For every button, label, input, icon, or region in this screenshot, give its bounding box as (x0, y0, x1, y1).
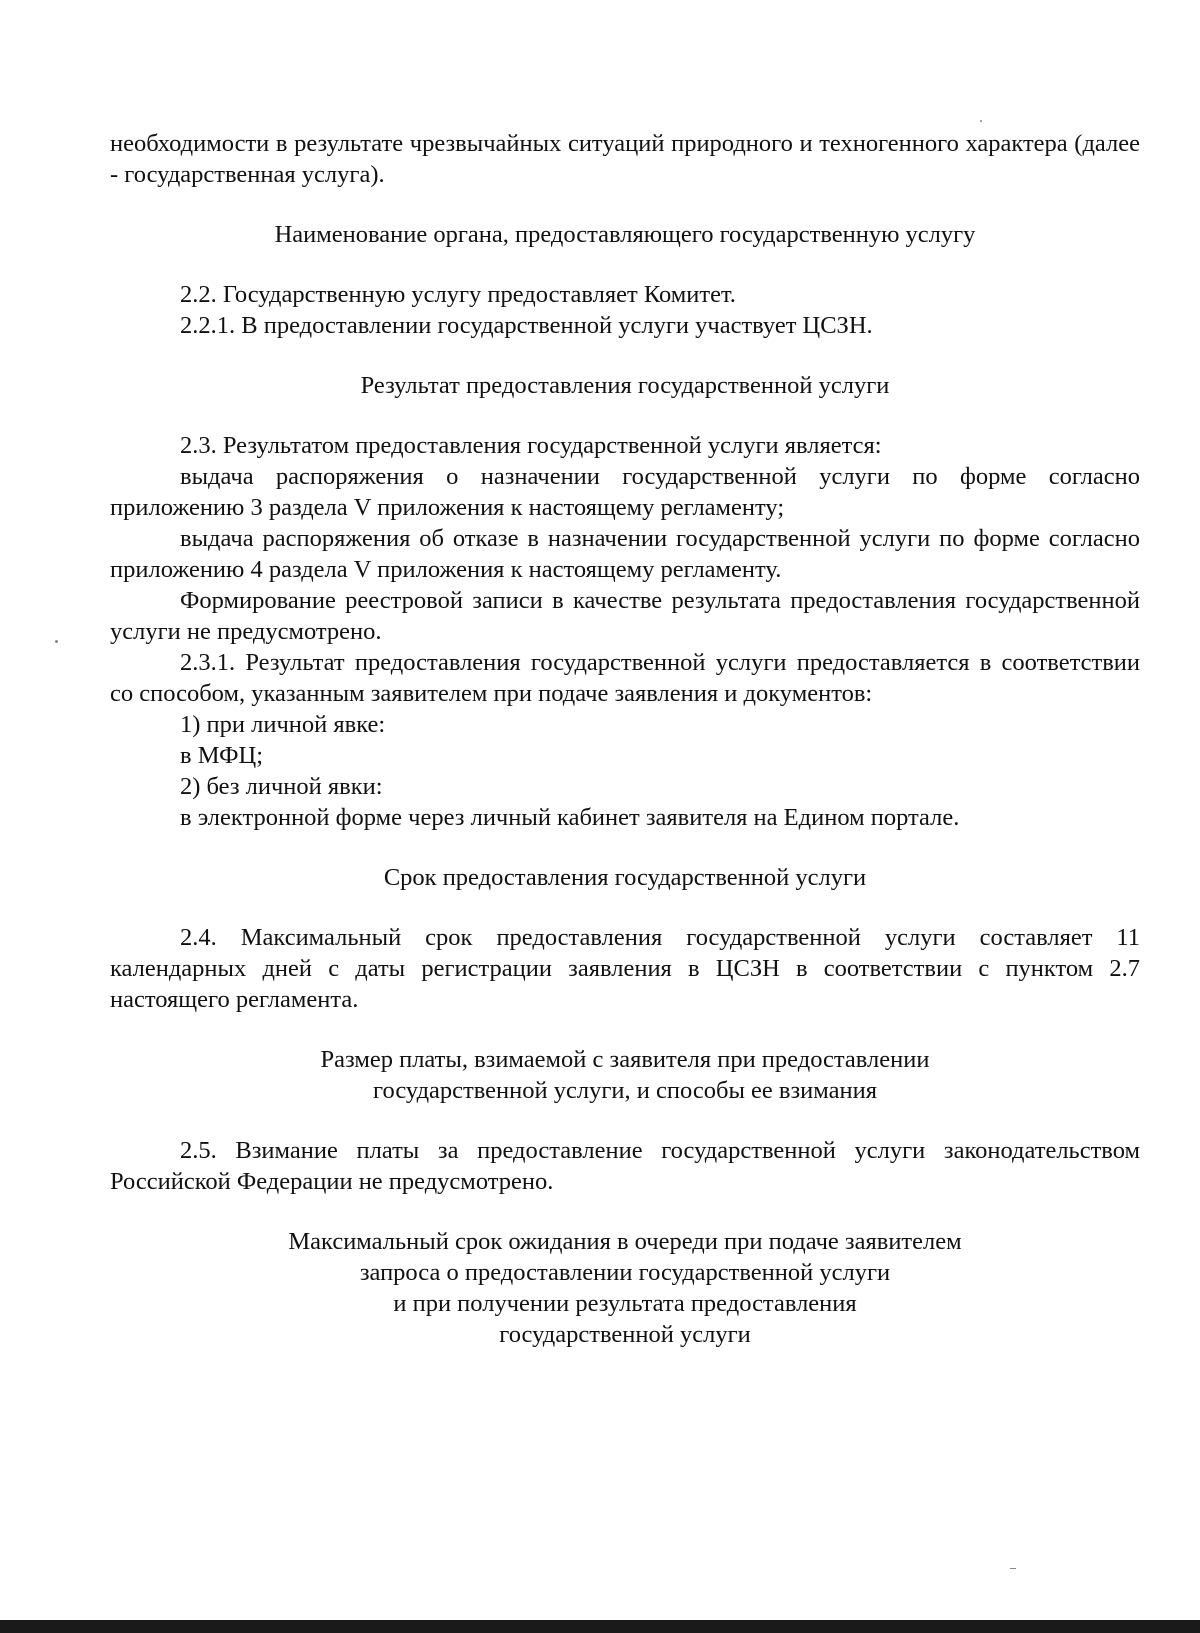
list-item-electronic: в электронной форме через личный кабинет заявителя на Едином портале. (180, 804, 960, 831)
paragraph-registry-record: Формирование реестровой записи в качестве результата предоставления государственной услуги не предусмотрено. (110, 587, 1140, 645)
scan-speck (55, 640, 58, 643)
section-heading-fee (110, 1044, 1140, 1106)
paragraph-2-3: 2.3. Результатом предоставления государственной услуги является: (180, 432, 882, 459)
paragraph-2-4: 2.4. Максимальный срок предоставления государственной услуги составляет 11 календарных дней с даты регистрации заявления в ЦСЗН в соответствии с пунктом 2.7 настоящего регламента. (110, 924, 1140, 1013)
paragraph-2-5: 2.5. Взимание платы за предоставление государственной услуги законодательством Российской Федерации не предусмотрено. (110, 1137, 1140, 1195)
scan-edge-bar (0, 1620, 1200, 1633)
scan-speck (1010, 1568, 1016, 1569)
list-item-personal-visit: 1) при личной явке: (180, 711, 386, 738)
paragraph-2-3-1: 2.3.1. Результат предоставления государственной услуги предоставляется в соответствии со способом, указанным заявителем при подаче заявления и документов: (110, 649, 1140, 707)
intro-paragraph: необходимости в результате чрезвычайных ситуаций природного и техногенного характера (далее - государственная услуга). (110, 130, 1140, 188)
section-heading-term: Срок предоставления государственной услуги (383, 864, 867, 891)
paragraph-2-2-1: 2.2.1. В предоставлении государственной услуги участвует ЦСЗН. (180, 312, 873, 339)
list-item-no-visit: 2) без личной явки: (180, 773, 383, 800)
section-heading-queue-line1: Максимальный срок ожидания в очереди при подаче заявителем (288, 1228, 962, 1255)
list-item-mfc: в МФЦ; (180, 742, 264, 769)
paragraph-result-grant: выдача распоряжения о назначении государственной услуги по форме согласно приложению 3 раздела V приложения к настоящему регламенту; (110, 463, 1140, 521)
section-heading-queue-line3: и при получении результата предоставления (393, 1290, 857, 1317)
section-heading-queue-line2: запроса о предоставлении государственной услуги (359, 1259, 891, 1286)
section-heading-queue-line4: государственной услуги (499, 1321, 751, 1348)
scan-speck (980, 120, 982, 122)
section-heading-authority: Наименование органа, предоставляющего государственную услугу (274, 221, 976, 248)
paragraph-result-refusal: выдача распоряжения об отказе в назначении государственной услуги по форме согласно приложению 4 раздела V приложения к настоящему регламенту. (110, 525, 1140, 583)
paragraph-2-2: 2.2. Государственную услугу предоставляет Комитет. (180, 281, 736, 308)
document-body (110, 128, 1140, 1350)
section-heading-fee-line1: Размер платы, взимаемой с заявителя при предоставлении (320, 1046, 930, 1073)
section-heading-queue (110, 1226, 1140, 1350)
section-heading-fee-line2: государственной услуги, и способы ее взимания (373, 1077, 877, 1104)
section-heading-result: Результат предоставления государственной услуги (360, 372, 890, 399)
